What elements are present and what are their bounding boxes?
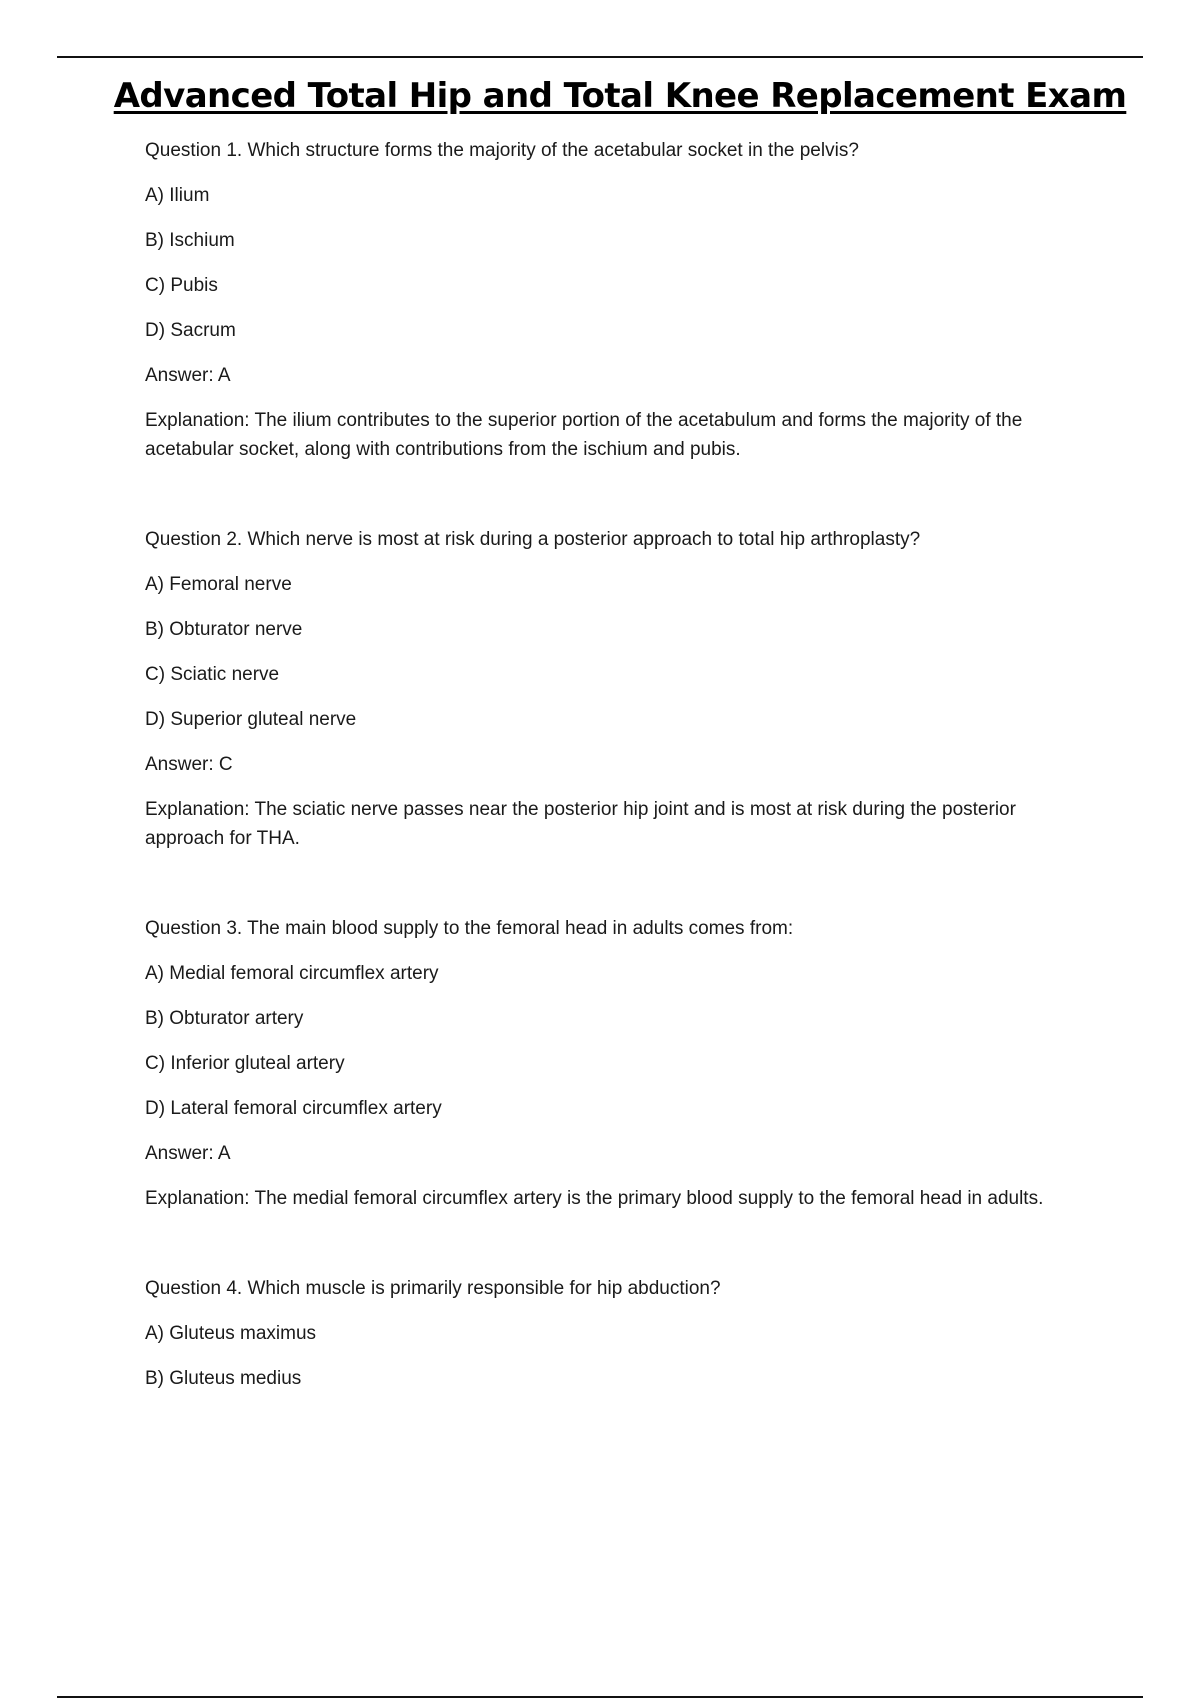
- question-text: Question 1. Which structure forms the majority of the acetabular socket in the pelvis?: [145, 140, 859, 161]
- option-c: C) Inferior gluteal artery: [145, 1053, 345, 1074]
- answer-line: Answer: A: [145, 365, 231, 386]
- option-b: B) Gluteus medius: [145, 1368, 302, 1389]
- answer-line: Answer: C: [145, 754, 233, 775]
- option-a: A) Femoral nerve: [145, 574, 292, 595]
- question-text: Question 2. Which nerve is most at risk during a posterior approach to total hip arthroplasty?: [145, 529, 921, 550]
- document-title: Advanced Total Hip and Total Knee Replacement Exam: [113, 76, 1127, 116]
- question-2: [145, 525, 1085, 853]
- question-list: [145, 136, 1085, 1409]
- bottom-rule: [57, 1696, 1143, 1698]
- question-text: Question 3. The main blood supply to the femoral head in adults comes from:: [145, 918, 794, 939]
- top-rule: [57, 56, 1143, 58]
- option-b: B) Ischium: [145, 230, 235, 251]
- question-1: [145, 136, 1085, 464]
- question-3: [145, 914, 1085, 1213]
- question-4: [145, 1274, 1085, 1393]
- explanation-text: Explanation: The ilium contributes to the superior portion of the acetabulum and forms the majority of the acetabular socket, along with contributions from the ischium and pubis.: [145, 410, 1023, 460]
- option-a: A) Gluteus maximus: [145, 1323, 317, 1344]
- option-a: A) Ilium: [145, 185, 210, 206]
- option-c: C) Sciatic nerve: [145, 664, 280, 685]
- option-d: D) Lateral femoral circumflex artery: [145, 1098, 442, 1119]
- option-b: B) Obturator nerve: [145, 619, 303, 640]
- answer-line: Answer: A: [145, 1143, 231, 1164]
- option-c: C) Pubis: [145, 275, 218, 296]
- option-d: D) Sacrum: [145, 320, 236, 341]
- explanation-text: Explanation: The sciatic nerve passes near the posterior hip joint and is most at risk during the posterior approach for THA.: [145, 799, 1016, 849]
- explanation-text: Explanation: The medial femoral circumflex artery is the primary blood supply to the femoral head in adults.: [145, 1188, 1044, 1209]
- option-b: B) Obturator artery: [145, 1008, 304, 1029]
- question-text: Question 4. Which muscle is primarily responsible for hip abduction?: [145, 1278, 721, 1299]
- option-a: A) Medial femoral circumflex artery: [145, 963, 439, 984]
- option-d: D) Superior gluteal nerve: [145, 709, 357, 730]
